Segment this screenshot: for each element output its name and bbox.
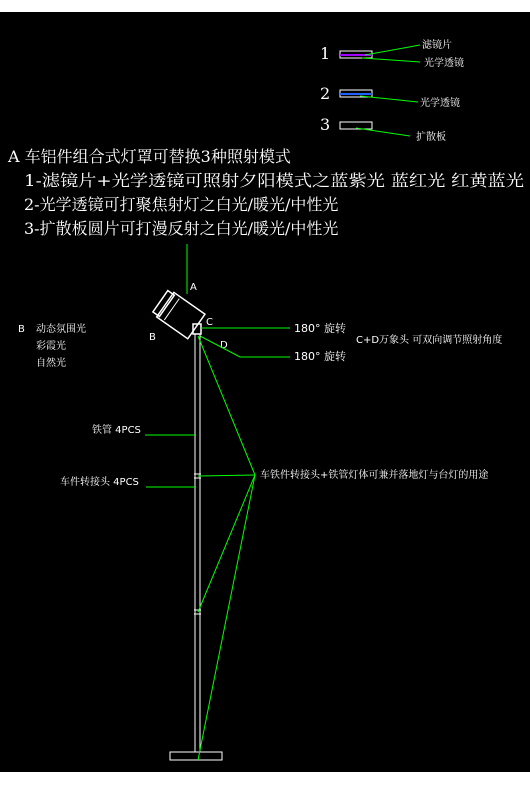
legend-leader-3 [356, 128, 410, 136]
legend-label-diffuser: 扩散板 [416, 132, 446, 143]
joint-label: 车件转接头 4PCS [60, 477, 139, 488]
label-d: D [220, 340, 228, 351]
legend-leader-2 [360, 96, 418, 102]
rotation-c-label: 180° 旋转 [294, 322, 346, 335]
fan-leader-4 [198, 475, 255, 760]
pole-annotations [60, 423, 196, 488]
legend-diffuser-part [340, 122, 372, 129]
label-c: C [206, 317, 213, 328]
title-line-2: 2-光学透镜可打聚焦射灯之白光/暖光/中性光 [24, 195, 339, 214]
label-a: A [190, 282, 197, 293]
housing-front-ring [153, 291, 174, 317]
tube-label: 铁管 4PCS [92, 425, 141, 436]
cad-drawing-canvas [0, 12, 530, 772]
fan-leader-3 [198, 475, 255, 612]
joint-note-leaders [198, 336, 488, 760]
b-annotation [18, 322, 86, 369]
joint-note: 车铁件转接头+铁管灯体可兼并落地灯与台灯的用途 [260, 470, 489, 481]
fan-leader-2 [198, 475, 255, 476]
lamp-housing [152, 289, 205, 339]
leader-d [200, 336, 290, 357]
title-line-3: 3-扩散板圆片可打漫反射之白光/暖光/中性光 [24, 219, 339, 238]
lamp-pole [170, 334, 222, 760]
lamp-base [170, 752, 222, 760]
label-b: B [149, 332, 156, 343]
legend-num-3: 3 [320, 115, 331, 134]
b-text-dynamic-light: 动态氛围光 [36, 324, 86, 335]
legend-num-1: 1 [320, 44, 331, 63]
title-line-1: 1-滤镜片+光学透镜可照射夕阳模式之蓝紫光 蓝红光 红黄蓝光 [24, 171, 524, 190]
housing-body [157, 292, 205, 338]
rotation-d-label: 180° 旋转 [294, 350, 346, 363]
b-text-sunset-light: 彩霞光 [36, 341, 66, 352]
legend-label-lens-1: 光学透镜 [424, 58, 464, 69]
legend-num-2: 2 [320, 84, 331, 103]
title-line-a: A 车铝件组合式灯罩可替换3种照射模式 [8, 147, 291, 166]
b-text-natural-light: 自然光 [36, 358, 66, 369]
cd-universal-head-note: C+D万象头 可双向调节照射角度 [356, 335, 503, 346]
legend-label-filter: 滤镜片 [422, 40, 452, 51]
lamp-diagram [0, 12, 530, 772]
left-label-b: B [18, 324, 25, 335]
legend [320, 38, 464, 143]
legend-leader-1 [365, 45, 420, 55]
legend-label-lens-2: 光学透镜 [420, 98, 460, 109]
title-block [7, 147, 524, 238]
legend-leader-1b [362, 58, 420, 62]
